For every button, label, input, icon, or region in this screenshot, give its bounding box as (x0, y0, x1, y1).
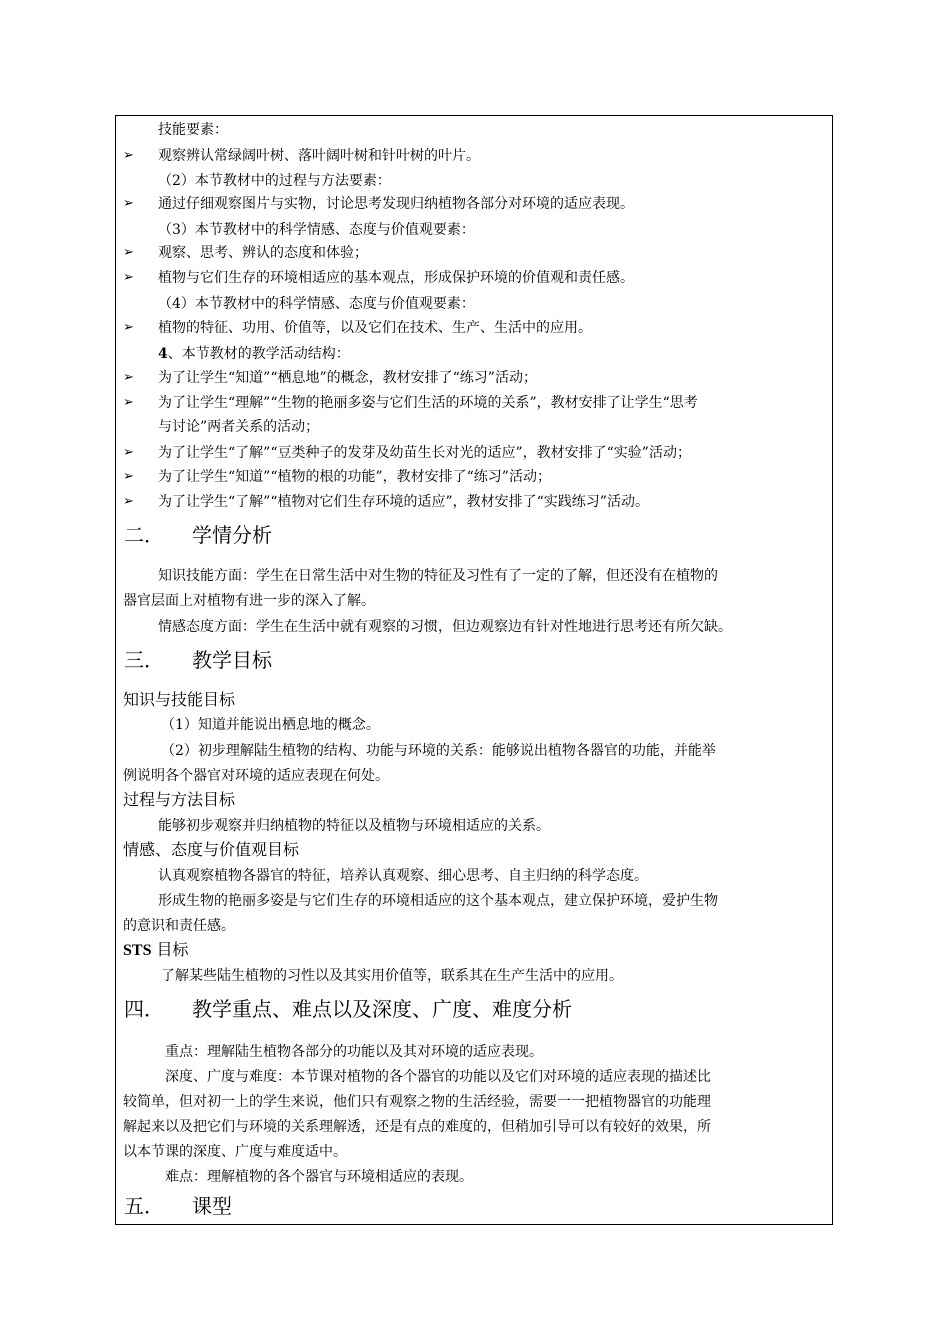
activity-bullet: 为了让学生“理解”“生物的艳丽多姿与它们生活的环境的关系”，教材安排了让学生“思考 (158, 395, 698, 411)
activity-bullet: 为了让学生“了解”“豆类种子的发芽及幼苗生长对光的适应”，教材安排了“实验”活动； (158, 445, 691, 461)
difficulty-point: 难点：理解植物的各个器官与环境相适应的表现。 (165, 1169, 473, 1185)
skills-bullet: 观察辨认常绿阔叶树、落叶阔叶树和针叶树的叶片。 (158, 148, 480, 164)
emotion-heading: （3）本节教材中的科学情感、态度与价值观要素： (158, 222, 475, 238)
objective-item: 形成生物的艳丽多姿是与它们生存的环境相适应的这个基本观点，建立保护环境，爱护生物 (158, 893, 718, 909)
bullet-arrow-icon: ➢ (123, 270, 134, 285)
section-number: 三． (124, 648, 164, 672)
sts-label: STS (123, 942, 152, 959)
bullet-arrow-icon: ➢ (123, 494, 134, 509)
bullet-arrow-icon: ➢ (123, 320, 134, 335)
process-objective-heading: 过程与方法目标 (123, 790, 236, 809)
analysis-paragraph-cont: 器官层面上对植物有进一步的深入了解。 (123, 593, 375, 609)
activity-bullet-continuation: 与讨论”两者关系的活动； (158, 419, 320, 435)
analysis-paragraph: 情感态度方面：学生在生活中就有观察的习惯，但边观察边有针对性地进行思考还有所欠缺。 (158, 619, 732, 635)
analysis-paragraph: 知识技能方面：学生在日常生活中对生物的特征及习性有了一定的了解，但还没有在植物的 (158, 568, 718, 584)
bullet-arrow-icon: ➢ (123, 395, 134, 410)
section-heading-key-points (124, 996, 572, 1022)
process-bullet: 通过仔细观察图片与实物，讨论思考发现归纳植物各部分对环境的适应表现。 (158, 196, 634, 212)
lesson-plan-frame (115, 115, 833, 1225)
objective-item: （1）知道并能说出栖息地的概念。 (161, 717, 380, 733)
objective-item: 认真观察植物各器官的特征，培养认真观察、细心思考、自主归纳的科学态度。 (158, 868, 648, 884)
activity-bullet: 为了让学生“了解”“植物对它们生存环境的适应”，教材安排了“实践练习”活动。 (158, 494, 649, 510)
depth-paragraph-cont: 以本节课的深度、广度与难度适中。 (123, 1144, 347, 1160)
section-heading-analysis (124, 522, 272, 548)
section-heading-objectives (124, 647, 272, 673)
objective-item: （2）初步理解陆生植物的结构、功能与环境的关系：能够说出植物各器官的功能，并能举 (161, 743, 716, 759)
objective-item: 能够初步观察并归纳植物的特征以及植物与环境相适应的关系。 (158, 818, 550, 834)
knowledge-heading: 知识与技能目标 (123, 690, 236, 709)
sts-objective-heading (123, 939, 189, 962)
section-title: 学情分析 (192, 523, 272, 547)
sts-label-rest: 目标 (151, 940, 189, 959)
activity-bullet: 为了让学生“知道”“植物的根的功能”，教材安排了“练习”活动； (158, 469, 551, 485)
activity-number: 4 (158, 346, 168, 362)
skills-heading: 技能要素： (158, 122, 228, 138)
depth-paragraph: 深度、广度与难度：本节课对植物的各个器官的功能以及它们对环境的适应表现的描述比 (165, 1069, 711, 1085)
section-title: 课型 (192, 1194, 232, 1218)
depth-paragraph-cont: 解起来以及把它们与环境的关系理解透，还是有点的难度的，但稍加引导可以有较好的效果，所 (123, 1119, 711, 1135)
bullet-arrow-icon: ➢ (123, 445, 134, 460)
bullet-arrow-icon: ➢ (123, 469, 134, 484)
sts-bullet: 植物的特征、功用、价值等，以及它们在技术、生产、生活中的应用。 (158, 320, 592, 336)
bullet-arrow-icon: ➢ (123, 370, 134, 385)
emotion-bullet: 观察、思考、辨认的态度和体验； (158, 245, 368, 261)
sts-heading: （4）本节教材中的科学情感、态度与价值观要素： (158, 296, 475, 312)
section-number: 二． (124, 523, 164, 547)
section-title: 教学目标 (192, 648, 272, 672)
objective-item-cont: 的意识和责任感。 (123, 918, 235, 934)
depth-paragraph-cont: 较简单，但对初一上的学生来说，他们只有观察之物的生活经验，需要一一把植物器官的功能理 (123, 1094, 711, 1110)
emotion-bullet: 植物与它们生存的环境相适应的基本观点，形成保护环境的价值观和责任感。 (158, 270, 634, 286)
section-number: 四． (124, 997, 164, 1021)
key-point: 重点：理解陆生植物各部分的功能以及其对环境的适应表现。 (165, 1044, 543, 1060)
objective-item-cont: 例说明各个器官对环境的适应表现在何处。 (123, 768, 389, 784)
activity-heading (158, 344, 350, 364)
bullet-arrow-icon: ➢ (123, 245, 134, 260)
emotion-objective-heading: 情感、态度与价值观目标 (123, 840, 300, 859)
section-title: 教学重点、难点以及深度、广度、难度分析 (192, 997, 572, 1021)
bullet-arrow-icon: ➢ (123, 196, 134, 211)
activity-bullet: 为了让学生“知道”“栖息地”的概念，教材安排了“练习”活动； (158, 370, 537, 386)
activity-heading-text: 、本节教材的教学活动结构： (167, 346, 350, 362)
section-number: 五． (124, 1194, 164, 1218)
section-heading-lesson-type (124, 1193, 232, 1219)
bullet-arrow-icon: ➢ (123, 148, 134, 163)
process-heading: （2）本节教材中的过程与方法要素： (158, 173, 391, 189)
objective-item: 了解某些陆生植物的习性以及其实用价值等，联系其在生产生活中的应用。 (161, 968, 623, 984)
